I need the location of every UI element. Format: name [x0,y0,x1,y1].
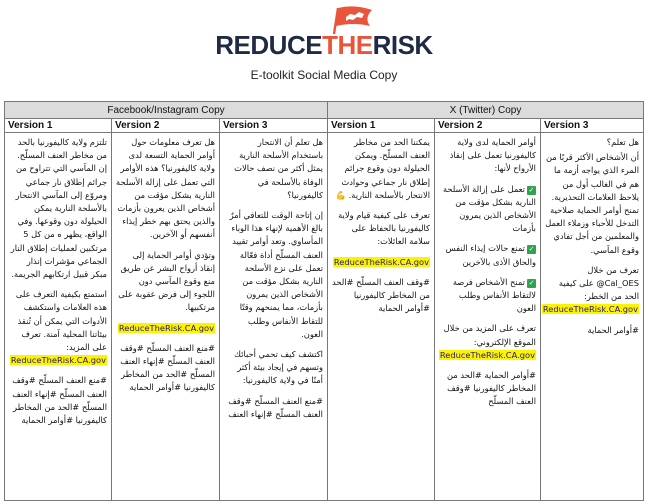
brand-part-risk: RISK [372,30,433,60]
copy-column-fb-v1 [5,133,112,501]
website-link[interactable]: ReduceTheRisk.CA.gov [542,304,638,315]
version-header-fb-3: Version 3 [220,119,328,133]
page-subtitle: E-toolkit Social Media Copy [250,68,398,82]
copy-column-tw-v3 [541,133,643,501]
copy-paragraph: يمكننا الحد من مخاطر العنف المسلّح. ويمكن الحيلولة دون وقوع جرائم إطلاق نار جماعي وحوادث الانتحار بالأسلحة النارية. 💪 [335,137,430,200]
copy-column-fb-v3 [220,133,328,501]
platform-twitter-header: X (Twitter) Copy [449,105,522,116]
hashtags: #منع العنف المسلّح #وقف العنف المسلّح #إنهاء العنف المسلّح #الحد من المخاطر كاليفورنيا #أوامر الحماية [120,342,215,393]
check-mark-icon: ✓ [528,245,535,254]
copy-paragraph: أوامر الحماية لدى ولاية كاليفورنيا تعمل على إنقاذ الأرواح لأنها: [449,137,536,174]
website-link[interactable]: ReduceTheRisk.CA.gov [10,355,106,366]
link-paragraph [116,322,215,335]
version-header-row [5,119,643,133]
copy-paragraph: استمتع بكيفية التعرف على هذه العلامات واستكشف الأدوات التي يمكن أن تُنقذ بيئاتنا المحلية آمنة. تعرف على المزيد: ReduceTheRisk.CA.gov [10,289,107,366]
hashtags: #أوامر الحماية [587,324,639,335]
check-mark-icon: ✓ [528,185,535,194]
copy-paragraph: هل تعلم؟ [606,137,639,147]
platform-facebook-header: Facebook/Instagram Copy [5,102,328,119]
brand-logo [0,30,648,61]
hashtags: #منع العنف المسلّح #وقف العنف المسلّح #إنهاء العنف [228,395,323,419]
website-link[interactable]: ReduceTheRisk.CA.gov [439,349,535,360]
copy-paragraph: هل تعرف معلومات حول أوامر الحماية التسعة لدى ولاية كاليفورنيا؟ هذه الأوامر التي تعمل على إزالة الأسلحة النارية بشكل مؤقت من أشخاص الذين يعرون بأزمات والذين يحتق بهم خطر إيذاء أنفسهم أو الآخرين. [116,137,215,240]
copy-paragraph: اكتشف كيف تحمي أحبائك وتسهم في إيجاد بيئة أكثر أمنًا في ولاية كاليفورنيا: [234,349,323,386]
brand-part-reduce: REDUCE [215,30,323,60]
header [0,0,648,100]
copy-column-tw-v2 [435,133,541,501]
check-mark-icon: ✓ [528,278,535,287]
website-link[interactable]: ReduceTheRisk.CA.gov [118,322,214,333]
copy-paragraph: تعرف من خلال Cal_OES@ على كيفية الحد من الخطر: ReduceTheRisk.CA.gov [542,264,639,315]
version-header-fb-2: Version 2 [112,119,220,133]
platform-header-row [5,102,643,119]
hashtags: #وقف العنف المسلّح #الحد من المخاطر كاليفورنيا #أوامر الحماية [332,276,430,314]
checklist-item: ✓تعمل على إزالة الأسلحة النارية بشكل مؤقت من الأشخاص الذين يمرون بأزمات [442,183,536,234]
copy-paragraph: تعرف على المزيد من خلال الموقع الإلكتروني: ReduceTheRisk.CA.gov [439,323,536,360]
copy-table [4,101,644,501]
copy-paragraph: تلتزم ولاية كاليفورنيا بالحد من مخاطر العنف المسلّح. إن المآسي التي تتراوح من جرائم إطلاق نار جماعي ومروّع إلى المآسي الانتحار بالأسلحة النارية يمكن الحيلولة دون وقوعها. وفي الواقع، يظهر ه من كل 5 مرتكبين لعمليات إطلاق النار الجماعي مؤشرات إنذار مبكر قبيل ارتكابهم الجريمة. [10,137,107,280]
version-header-fb-1: Version 1 [5,119,112,133]
website-link[interactable]: ReduceTheRisk.CA.gov [333,256,429,267]
version-header-tw-2: Version 2 [435,119,541,133]
copy-column-tw-v1 [328,133,435,501]
hashtags: #منع العنف المسلّح #وقف العنف المسلّح #إنهاء العنف المسلّح #الحد من المخاطر كاليفورنيا #أوامر الحماية [12,375,107,426]
copy-paragraph: هل تعلم أن الانتحار باستخدام الأسلحة النارية يمثل أكثر من نصف حالات الوفاة بالأسلحة في كاليفورنيا؟ [234,137,323,200]
copy-paragraph: وتؤدي أوامر الحماية إلى إنقاذ أرواح البشر عن طريق منع وقوع المآسي دون اللجوء إلى فرض عقوبة على مرتكبيها. [118,249,215,313]
copy-column-fb-v2 [112,133,220,501]
hashtags: #أوامر الحماية #الحد من المخاطر كاليفورنيا #وقف العنف المسلّح [446,370,536,407]
copy-paragraph: إن إتاحة الوقت للتعافي أمرٌ بالغ الأهمية لإنهاء هذا الوباء المأساوي. وتعد أوامر تقييد العنف المسلّح أداة فعّالة تعمل على نزع الأسلحة النارية بشكل مؤقت من الأشخاص الذين يمرون بأزمات، مما يمنحهم وقتًا للتقاط الأنفاس وطلب العون. [229,210,323,339]
version-header-tw-1: Version 1 [328,119,435,133]
checklist-item: ✓تمنح الأشخاص فرصة لالتقاط الأنفاس وطلب العون [452,276,536,314]
version-header-tw-3: Version 3 [544,120,589,131]
copy-paragraph: أن الأشخاص الأكثر قربًا من المرء الذي يواجه أزمة ما هم في الغالب أول من يلاحظ العلامات التحذيرية. تمنح أوامر الحماية صلاحية التدخل للأحباء وزملاء العمل والمعلمين من أجل تفادي وقوع المآسي. [545,152,639,255]
checklist-item: ✓تمنع حالات إيذاء النفس والحاق الأذى بالآخرين [445,243,536,267]
flexed-arm-emoji-icon: 💪 [335,189,346,200]
brand-part-the: THE [322,30,373,60]
link-paragraph [332,256,430,269]
copy-paragraph: تعرف على كيفية قيام ولاية كاليفورنيا بالحفاظ على سلامة العائلات: [338,210,430,247]
